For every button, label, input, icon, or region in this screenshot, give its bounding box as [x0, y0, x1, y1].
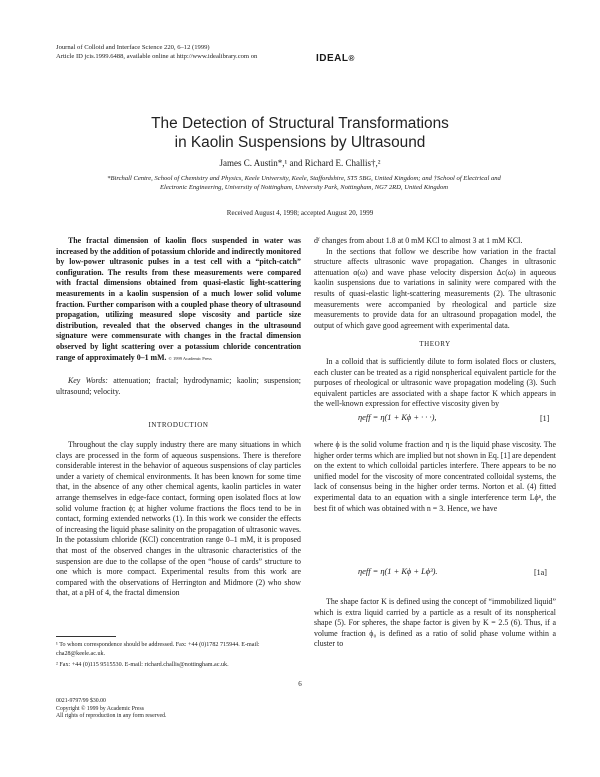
authors: James C. Austin*,¹ and Richard E. Challis†,²: [219, 158, 381, 168]
footnote-2: ² Fax: +44 (0)115 9515530. E-mail: richard.challis@nottingham.ac.uk.: [56, 662, 229, 668]
abstract-copyright: © 1999 Academic Press: [168, 355, 212, 361]
rights-line: All rights of reproduction in any form reserved.: [56, 713, 167, 720]
theory-heading: THEORY: [419, 340, 451, 348]
title-line-2: in Kaolin Suspensions by Ultrasound: [174, 134, 426, 151]
theory-text-1: In a colloid that is sufficiently dilute to form isolated flocs or clusters, each cluster can be treated as a rigid nonspherical equivalent particle for the purposes of rheological or ultrasonic wave propagation modeling (3). Such equivalent particles are associated with a shape factor K which appears in the well-known expression for effective viscosity given by: [314, 357, 556, 409]
keywords: [56, 376, 301, 397]
right-column-top: [314, 236, 556, 331]
ideal-logo-text: IDEAL: [316, 53, 349, 64]
keywords-label: Key Words:: [68, 376, 108, 385]
journal-header: [56, 44, 257, 61]
article-id-text: Article ID jcis.1999.6488, available online at http://www.idealibrary.com on: [56, 52, 258, 60]
affiliation-line-1: *Birchall Centre, School of Chemistry and Physics, Keele University, Keele, Staffordshire, ST5 5BG, United Kingdom; and †School of Electrical and: [107, 175, 501, 182]
equation-1: ηeff = η(1 + Kϕ + · · ·),: [358, 413, 437, 422]
issn-price: 0021-9797/99 $30.00: [56, 698, 106, 704]
affiliation: [104, 174, 504, 192]
theory-text-3: The shape factor K is defined using the concept of “immobilized liquid” which is extra liquid carried by a particle as a result of its nonspherical shape (5). For spheres, the shape factor is given by K = 2.5 (6). Thus, if a volume fraction ϕ₀ is defined as a ratio of solid phase volume within a cluster to: [314, 597, 556, 649]
footnote-1: ¹ To whom correspondence should be addressed. Fax: +44 (0)1782 715944. E-mail: cha28@keele.ac.uk.: [56, 642, 260, 657]
journal-citation: Journal of Colloid and Interface Science 220, 6–12 (1999): [56, 44, 210, 51]
continuation-text: dᶠ changes from about 1.8 at 0 mM KCl to almost 3 at 1 mM KCl.: [314, 236, 523, 245]
theory-text-2: where ϕ is the solid volume fraction and η is the liquid phase viscosity. The higher order terms which are implied but not shown in Eq. [1] are dependent on the extent to which colloidal particles interfere. There appears to be no unified model for the viscosity of more concentrated colloidal systems, the lack of consensus being in the higher order terms. Norton et al. (4) fitted experimental data to an equation with a single interference term Lϕⁿ, the best fit of which was obtained with n = 3. Hence, we have: [314, 440, 556, 513]
ideal-logo: [316, 53, 355, 64]
page-number: 6: [298, 680, 302, 688]
footnote-rule: [56, 636, 116, 637]
theory-paragraph-1: [314, 357, 556, 410]
intro-paragraph-2: In the sections that follow we describe how variation in the fractal structure affects ultrasonic wave propagation. Changes in ultrasonic attenuation α(ω) and wave phase velocity dispersion Δc(ω) in aqueous kaolin suspensions due to variations in salinity were compared with the results of quasi-elastic light-scattering measurements (2). The ultrasonic measurements were accompanied by rheological and particle size measurements to provide data for an ultrasound propagation model, the output of which gave good agreement with experimental data.: [314, 246, 556, 330]
introduction-body: [56, 440, 301, 599]
abstract-body: The fractal dimension of kaolin flocs suspended in water was increased by the addition of potassium chloride and indirectly monitored by low-power ultrasonic pulses in a test cell with a “pitch-catch” configuration. The results from these measurements were compared with fractal dimensions obtained from quasi-elastic light-scattering measurements in a kaolin suspension of a much lower solid volume fraction. Further comparison with a coupled phase theory of ultrasound propagation, utilizing measured slope viscosity and particle size distribution, revealed that the observed changes in the ultrasound signature were commensurate with changes in the fractal dimension observed by light scattering over a potassium chloride concentration range of approximately 0–1 mM.: [56, 236, 301, 362]
equation-1-number: [1]: [540, 414, 550, 423]
copyright-line: Copyright © 1999 by Academic Press: [56, 705, 144, 712]
keywords-list: attenuation; fractal; hydrodynamic; kaolin; suspension; ultrasound; velocity.: [56, 376, 301, 396]
page-title: [0, 114, 600, 152]
introduction-paragraph: Throughout the clay supply industry there are many situations in which clays are processed in the form of aqueous suspensions. There is therefore considerable interest in the behavior of aqueous suspensions of clay particles under a variety of chemical environments. It has been known for some time that, in the absence of any other chemical agents, kaolin particles in water arrange themselves in edge-face contact, forming open isolated flocs at low solid volume fraction ϕ; at higher volume fractions the flocs tend to be in contact, forming extended networks (1). In this work we consider the effects of increasing the liquid phase salinity on the propagation of ultrasonic waves. In the potassium chloride (KCl) concentration range 0–1 mM, it is proposed that most of the observed changes in the ultrasonic characteristics of the suspension are due to the collapse of the open “house of cards” structure to one which is more compact. Experimental results from this work are compared with the observations of Herrington and Midmore (2) who show that, at a pH of 4, the fractal dimension: [56, 440, 301, 598]
title-line-1: The Detection of Structural Transformations: [151, 115, 449, 132]
abstract-text: [56, 236, 301, 364]
ideal-logo-mark: ®: [348, 54, 355, 63]
affiliation-line-2: Electronic Engineering, University of Nottingham, University Park, Nottingham, NG7 2RD, United Kingdom: [159, 184, 449, 191]
article-id: [56, 53, 257, 62]
theory-paragraph-3: [314, 597, 556, 650]
abstract: [56, 236, 301, 364]
equation-1a-number: [1a]: [534, 568, 547, 577]
copyright-block: [56, 698, 166, 721]
received-dates: Received August 4, 1998; accepted August 20, 1999: [226, 209, 374, 217]
theory-paragraph-2: [314, 440, 556, 514]
introduction-heading: INTRODUCTION: [148, 421, 209, 429]
equation-1a: ηeff = η(1 + Kϕ + Lϕ³).: [358, 567, 438, 576]
